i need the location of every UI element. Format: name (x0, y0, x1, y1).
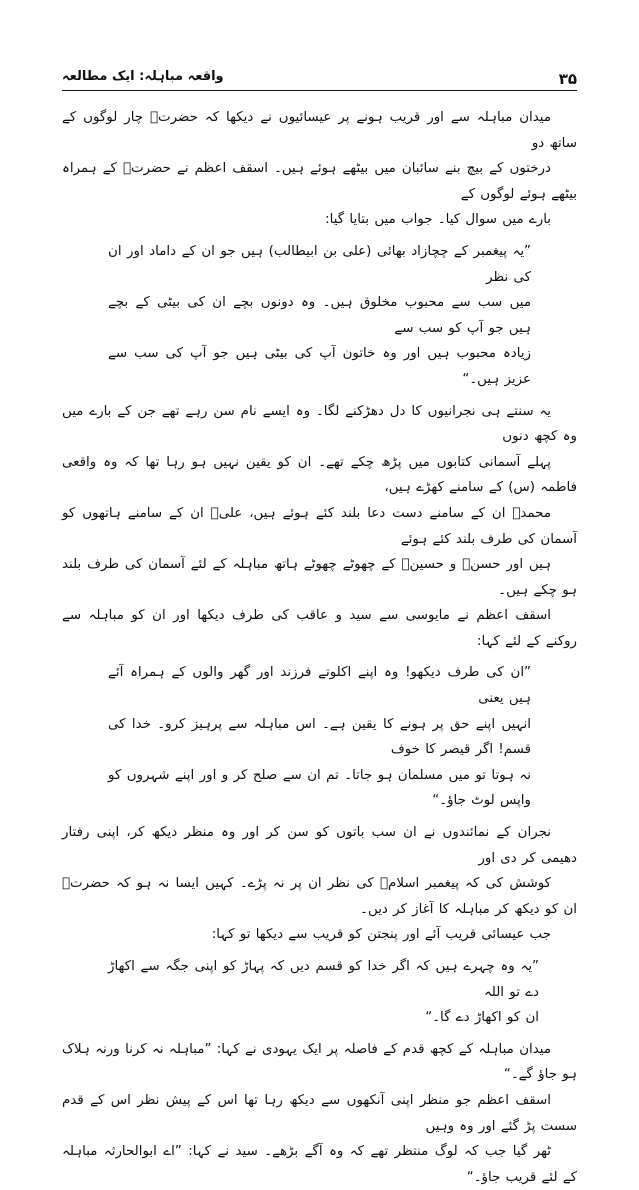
text-line: میدان مباہلہ کے کچھ قدم کے فاصلہ پر ایک یہودی نے کہا: ”مباہلہ نہ کرنا ورنہ ہلاک ہو جاؤ گے۔“ (62, 1041, 577, 1083)
text-line: اسقف اعظم نے مایوسی سے سید و عاقب کی طرف دیکھا اور ان کو مباہلہ سے روکنے کے لئے کہا: (62, 608, 577, 649)
text-line: ان کو اکھاڑ دے گا۔“ (425, 1010, 539, 1026)
quote-introduction (108, 239, 531, 393)
text-line: کوشش کی کہ پیغمبر اسلامؐ کی نظر ان پر نہ پڑے۔ کہیں ایسا نہ ہو کہ حضرتؐ ان کو دیکھ کر مباہلہ کا آغاز کر دیں۔ (62, 876, 577, 917)
text-line: درختوں کے بیچ بنے سائبان میں بیٹھے ہوئے ہیں۔ اسقف اعظم نے حضرتؐ کے ہمراہ بیٹھے ہوئے لوگوں کے (62, 161, 577, 202)
text-line: نہ ہوتا تو میں مسلمان ہو جاتا۔ تم ان سے صلح کر و اور اپنے شہروں کو واپس لوٹ جاؤ۔“ (108, 767, 531, 809)
paragraph-representatives (62, 820, 577, 948)
text-line: جب عیسائی قریب آئے اور پنجتن کو قریب سے دیکھا تو کہا: (211, 927, 551, 943)
body-text (62, 105, 577, 1190)
paragraph-approach (62, 105, 577, 233)
text-line: ”یہ پیغمبر کے چچازاد بھائی (علی بن ابیطالب) ہیں جو ان کے داماد اور ان کی نظر (108, 243, 531, 285)
text-line: ”ان کی طرف دیکھو! وہ اپنے اکلوتے فرزند اور گھر والوں کے ہمراہ آئے ہیں یعنی (108, 665, 531, 707)
book-page (62, 68, 577, 1190)
text-line: نجران کے نمائندوں نے ان سب باتوں کو سن کر اور وہ منظر دیکھ کر، اپنی رفتار دھیمی کر دی اور (62, 825, 577, 866)
paragraph-jew-warning (62, 1037, 577, 1190)
text-line: اسقف اعظم جو منظر اپنی آنکھوں سے دیکھ رہا تھا اس کے پیش نظر اس کے قدم سست پڑ گئے اور وہ وہیں (62, 1092, 577, 1134)
text-line: یہ سنتے ہی نجرانیوں کا دل دھڑکنے لگا۔ وہ ایسے نام سن رہے تھے جن کے بارے میں وہ کچھ دنوں (62, 403, 577, 445)
text-line: محمدؐ ان کے سامنے دست دعا بلند کئے ہوئے ہیں، علیؑ ان کے سامنے ہاتھوں کو آسمان کی طرف بلند کئے ہوئے (62, 505, 577, 547)
text-line: بارے میں سوال کیا۔ جواب میں بتایا گیا: (325, 212, 551, 228)
text-line: ”یہ وہ چہرے ہیں کہ اگر خدا کو قسم دیں کہ پہاڑ کو اپنی جگہ سے اکھاڑ دے تو اللہ (108, 959, 539, 1000)
book-title: واقعہ مباہلہ: ایک مطالعہ (62, 69, 224, 84)
running-header (62, 68, 577, 91)
text-line: پہلے آسمانی کتابوں میں پڑھ چکے تھے۔ ان کو یقین نہیں ہو رہا تھا کہ وہ واقعی فاطمہ (س) کے سامنے کھڑے ہیں، (62, 454, 577, 496)
text-line: ہیں اور حسنؑ و حسینؑ کے چھوٹے چھوٹے ہاتھ مباہلہ کے لئے آسمان کی طرف بلند ہو چکے ہیں۔ (62, 557, 577, 598)
page-number: ۳۵ (558, 70, 577, 88)
quote-faces (108, 954, 539, 1031)
quote-bishop (108, 660, 531, 814)
text-line: ٹھر گیا جب کہ لوگ منتظر تھے کہ وہ آگے بڑھے۔ سید نے کہا: ”اے ابوالحارثہ مباہلہ کے لئے قریب جاؤ۔“ (62, 1144, 577, 1185)
text-line: میدان مباہلہ سے اور قریب ہونے پر عیسائیوں نے دیکھا کہ حضرتؐ چار لوگوں کے ساتھ دو (62, 110, 577, 151)
text-line: میں سب سے محبوب مخلوق ہیں۔ وہ دونوں بچے ان کی بیٹی کے بچے ہیں جو آپ کو سب سے (108, 295, 531, 336)
text-line: انہیں اپنے حق پر ہونے کا یقین ہے۔ اس مباہلہ سے پرہیز کرو۔ خدا کی قسم! اگر قیصر کا خوف (108, 716, 531, 758)
text-line: زیادہ محبوب ہیں اور وہ خاتون آپ کی بیٹی ہیں جو آپ کی سب سے عزیز ہیں۔“ (108, 346, 531, 387)
paragraph-najranites (62, 399, 577, 655)
